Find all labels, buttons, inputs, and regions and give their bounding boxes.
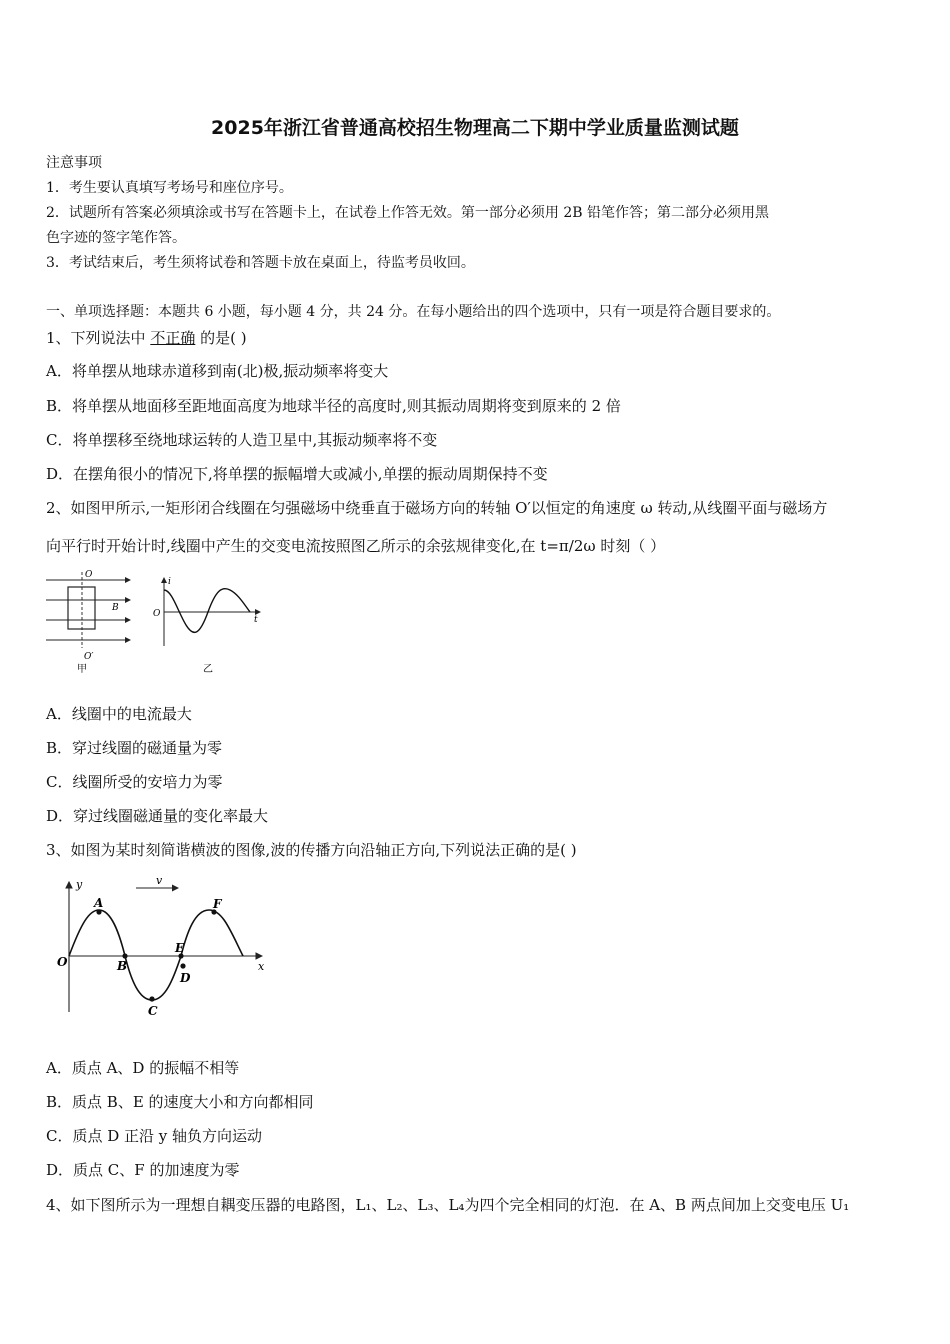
q1-option-a: A．将单摆从地球赤道移到南(北)极,振动频率将变大	[46, 362, 389, 380]
point-e: E	[175, 941, 185, 955]
q2-option-a: A．线圈中的电流最大	[46, 705, 192, 723]
point-a: A	[94, 896, 104, 910]
q1-option-c: C．将单摆移至绕地球运转的人造卫星中,其振动频率将不变	[46, 431, 438, 449]
figure-jia-coil-diagram	[44, 568, 136, 676]
section-heading: 一、单项选择题：本题共 6 小题，每小题 4 分，共 24 分。在每小题给出的四个选项中，只有一项是符合题目要求的。	[46, 304, 781, 320]
label-jia: 甲	[77, 664, 87, 675]
q3-option-c: C．质点 D 正沿 y 轴负方向运动	[46, 1127, 263, 1145]
q1-stem-underlined: 不正确	[150, 329, 196, 347]
notice-item: 1．考生要认真填写考场号和座位序号。	[46, 180, 293, 196]
notice-item: 色字迹的签字笔作答。	[46, 230, 186, 246]
label-origin: O	[153, 609, 161, 619]
cosine-curve	[164, 589, 250, 633]
label-y: y	[76, 878, 83, 891]
question-1-stem	[46, 327, 247, 348]
figure-transverse-wave	[44, 872, 284, 1024]
page-title: 2025年浙江省普通高校招生物理高二下期中学业质量监测试题	[211, 117, 739, 139]
question-2-stem-line2: 向平行时开始计时,线圈中产生的交变电流按照图乙所示的余弦规律变化,在 t=π/2ω 时刻（ ）	[46, 537, 666, 555]
label-yi: 乙	[203, 664, 213, 675]
q1-stem-pre: 1、下列说法中	[46, 329, 151, 347]
q3-option-b: B．质点 B、E 的速度大小和方向都相同	[46, 1093, 314, 1111]
q3-option-d: D．质点 C、F 的加速度为零	[46, 1161, 240, 1179]
point-f: F	[213, 897, 222, 911]
label-i: i	[168, 577, 171, 587]
q2-option-d: D．穿过线圈磁通量的变化率最大	[46, 807, 269, 825]
coil-rectangle	[68, 587, 95, 629]
label-origin: O	[57, 955, 68, 969]
label-v: v	[156, 874, 163, 887]
label-o-bottom: O′	[84, 652, 94, 662]
question-2-stem-line1: 2、如图甲所示,一矩形闭合线圈在匀强磁场中绕垂直于磁场方向的转轴 O′以恒定的角速度 ω 转动,从线圈平面与磁场方	[46, 499, 828, 517]
wave-curve	[69, 910, 243, 1000]
q2-option-b: B．穿过线圈的磁通量为零	[46, 739, 223, 757]
question-4-stem: 4、如下图所示为一理想自耦变压器的电路图，L₁、L₂、L₃、L₄为四个完全相同的灯泡．在 A、B 两点间加上交变电压 U₁	[46, 1196, 850, 1214]
label-t: t	[254, 615, 258, 625]
notice-item: 2．试题所有答案必须填涂或书写在答题卡上，在试卷上作答无效。第一部分必须用 2B 铅笔作答；第二部分必须用黑	[46, 205, 769, 221]
question-3-stem: 3、如图为某时刻简谐横波的图像,波的传播方向沿轴正方向,下列说法正确的是( )	[46, 841, 577, 859]
q1-option-b: B．将单摆从地面移至距地面高度为地球半径的高度时,则其振动周期将变到原来的 2 倍	[46, 397, 621, 415]
q1-stem-post: 的是( )	[195, 329, 247, 347]
figure-yi-current-graph	[150, 572, 265, 676]
label-o-top: O	[85, 570, 93, 580]
q3-option-a: A．质点 A、D 的振幅不相等	[46, 1059, 240, 1077]
q1-option-d: D．在摆角很小的情况下,将单摆的振幅增大或减小,单摆的振动周期保持不变	[46, 465, 548, 483]
q2-option-c: C．线圈所受的安培力为零	[46, 773, 223, 791]
notice-heading: 注意事项	[46, 155, 102, 171]
point-c: C	[148, 1004, 158, 1018]
label-x: x	[258, 960, 265, 973]
point-d: D	[180, 971, 191, 985]
label-b: B	[112, 603, 119, 613]
point-b: B	[117, 959, 128, 973]
notice-item: 3．考试结束后，考生须将试卷和答题卡放在桌面上，待监考员收回。	[46, 255, 475, 271]
